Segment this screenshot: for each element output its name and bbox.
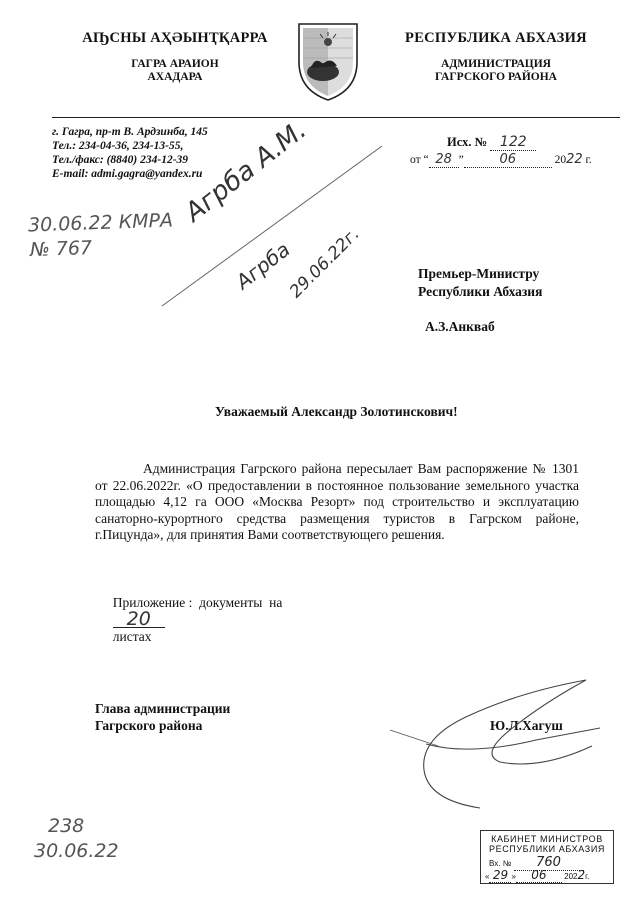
contact-fax: Тел./факс: (8840) 234-12-39: [52, 154, 189, 166]
outgoing-number-value: 122: [490, 134, 536, 151]
stamp-year-suffix: 2: [577, 868, 586, 882]
attachment-line: [106, 579, 282, 645]
outgoing-date-year: 22: [566, 152, 583, 167]
incoming-stamp: [480, 830, 614, 884]
stamp-line2: РЕСПУБЛИКИ АБХАЗИЯ: [488, 844, 605, 854]
contact-email: E-mail: admi.gagra@yandex.ru: [52, 168, 203, 180]
stamp-line1: КАБИНЕТ МИНИСТРОВ: [491, 834, 603, 844]
header-left-title: АҦСНЫ АҲӘЫНҬҚАРРА: [82, 30, 268, 46]
outgoing-date-year-end: г.: [585, 154, 592, 166]
contact-phone: Тел.: 234-04-36, 234-13-55,: [52, 140, 184, 152]
attachment-label: Приложение : документы на: [112, 595, 283, 610]
bottom-number-handwritten: 238: [48, 815, 85, 837]
signature-position-line1: Глава администрации: [95, 701, 231, 716]
handwritten-signature: [330, 660, 630, 820]
attachment-count-handwritten: 20: [113, 611, 165, 628]
header-right-sub-2: ГАГРСКОГО РАЙОНА: [434, 71, 557, 83]
header-left-sub-2: АХАДАРА: [147, 71, 203, 83]
outgoing-date: от “ 28 ” 06 2022 г.: [410, 152, 592, 167]
registration-number-handwritten: № 767: [29, 236, 93, 262]
header-right-sub-1: АДМИНИСТРАЦИЯ: [441, 58, 551, 70]
signature-position-line2: Гагрского района: [95, 718, 203, 733]
stamp-year-prefix: 202: [564, 872, 578, 881]
outgoing-date-day: 28: [429, 152, 459, 168]
header-right-title: РЕСПУБЛИКА АБХАЗИЯ: [405, 30, 587, 46]
addressee-line2: Республики Абхазия: [418, 284, 543, 299]
stamp-month: 06: [516, 868, 562, 883]
stamp-date-row: « 29 » 06 2022г.: [485, 868, 590, 882]
coat-of-arms-emblem: [293, 20, 363, 102]
outgoing-number-label: Исх. №: [447, 135, 488, 149]
outgoing-date-month: 06: [464, 152, 552, 168]
letter-body: Администрация Гагрского района пересылает Вам распоряжение № 1301 от 22.06.2022г. «О предоставлении в постоянное пользование земельного участка площадью 4,12 га ООО «Москва Резорт» под строительство и эксплуатацию санаторно-курортного средства размещения туристов в Гагрском районе, г.Пицунда», для принятия Вами соответствующего решения.: [95, 461, 579, 542]
stamp-year-end: г.: [585, 872, 590, 881]
signature-name: Ю.Л.Хагуш: [490, 718, 563, 733]
bottom-date-handwritten: 30.06.22: [34, 840, 119, 862]
outgoing-date-prefix: от “: [410, 154, 429, 166]
registration-date-handwritten: 30.06.22 КМРА: [27, 209, 174, 237]
salutation: Уважаемый Александр Золотинскович!: [215, 404, 458, 419]
resolution-name-handwritten: Агрба А.М.: [179, 115, 313, 228]
stamp-in-number: 760: [514, 855, 584, 871]
header-divider: [52, 117, 620, 118]
stamp-in-label: Вх. №: [489, 859, 512, 868]
outgoing-date-year-prefix: 20: [554, 154, 567, 166]
resolution-signature-handwritten: Агрба: [231, 237, 295, 294]
addressee-name: А.З.Анкваб: [425, 319, 495, 334]
resolution-date-handwritten: 29.06.22г.: [285, 224, 364, 302]
outgoing-number: [447, 134, 536, 151]
addressee-line1: Премьер-Министру: [418, 266, 540, 281]
header-left-sub-1: ГАГРА АРАИОН: [131, 58, 219, 70]
resolution-stroke-line: [150, 140, 390, 310]
attachment-suffix: листах: [112, 629, 152, 644]
contact-address: г. Гагра, пр-т В. Ардзинба, 145: [52, 126, 208, 138]
stamp-day: 29: [489, 868, 511, 883]
